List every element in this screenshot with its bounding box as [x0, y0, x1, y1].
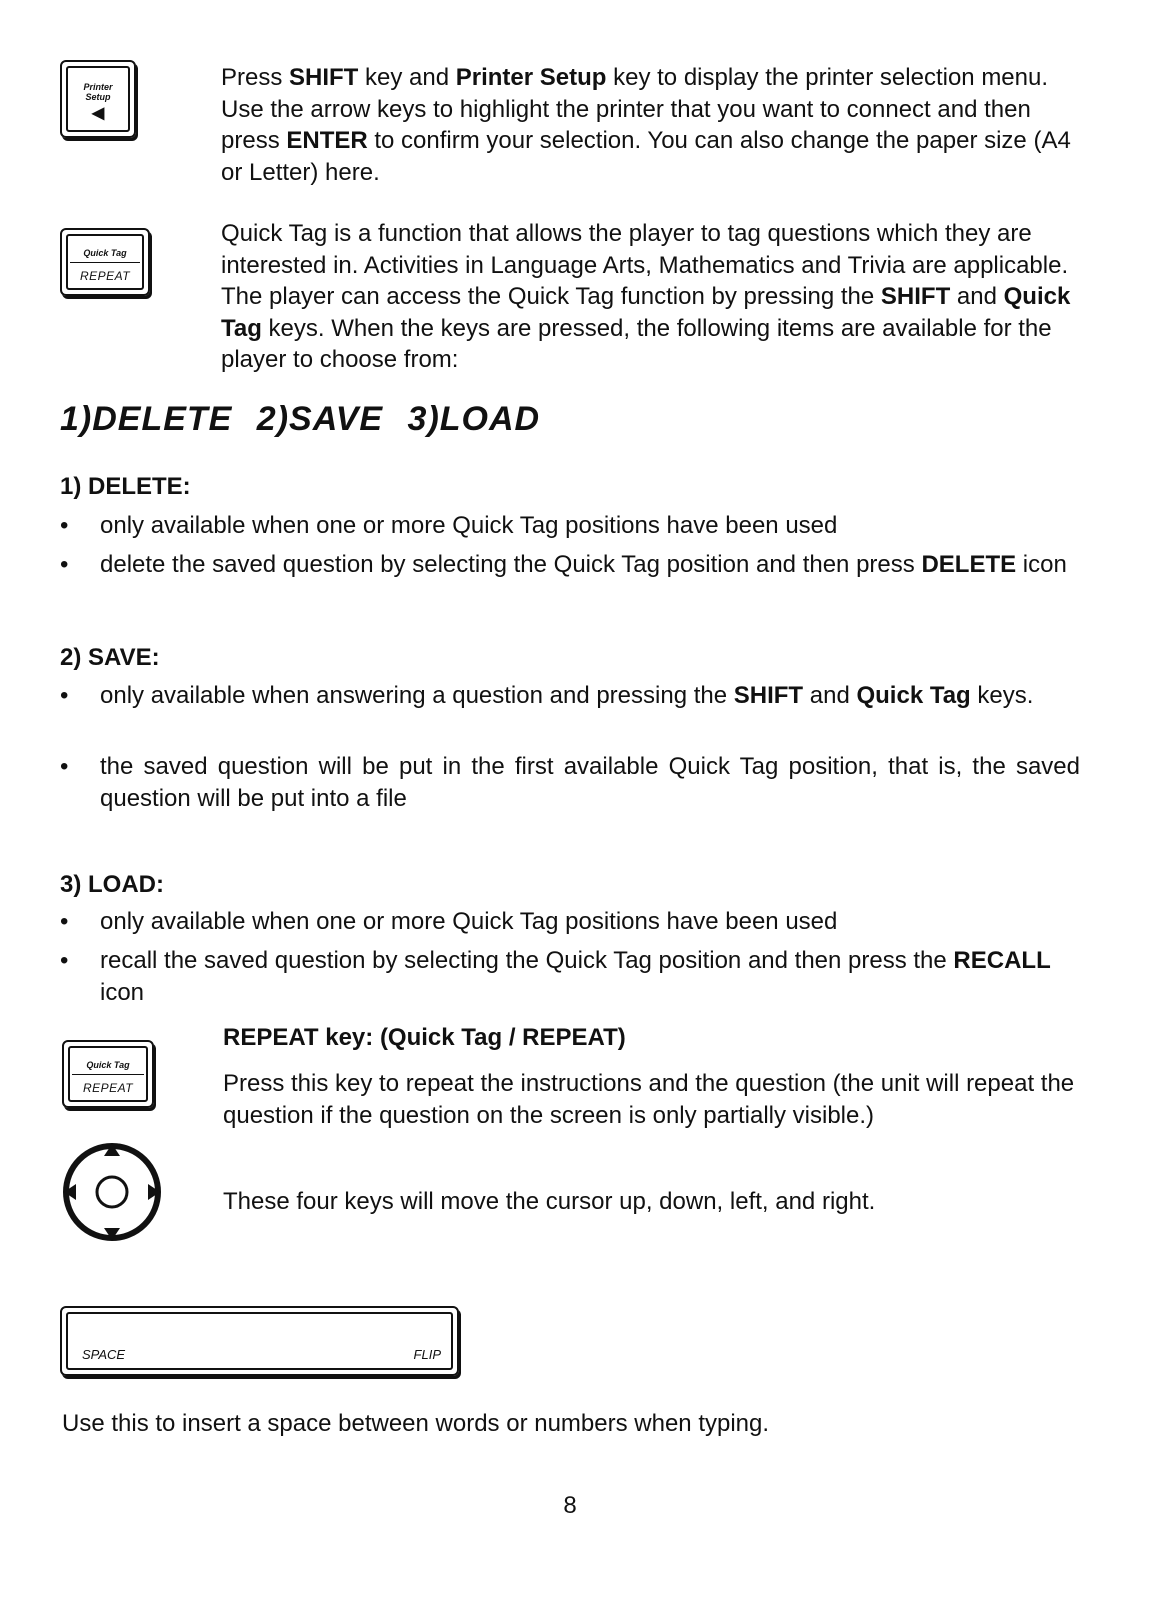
quick-tag-key-label: Quick Tag — [83, 248, 127, 258]
quick-tag-paragraph: Quick Tag is a function that allows the player to tag questions which they are interested in. Activities in Language Arts, Mathematics and Trivia are applicable. The player can access the Quick Tag function by pressing the SHIFT and Quick Tag keys. When the keys are pressed, the following items are available for the player to choose from: — [221, 220, 1071, 373]
space-flip-key-icon — [60, 1306, 459, 1376]
flip-key-label: FLIP — [413, 1347, 441, 1362]
arrow-keys-paragraph: These four keys will move the cursor up, down, left, and right. — [223, 1188, 876, 1215]
printer-setup-key-label: Printer — [83, 82, 113, 92]
list-item: • delete the saved question by selecting the Quick Tag position and then press DELETE icon — [60, 549, 1080, 581]
page-number: 8 — [563, 1492, 577, 1519]
list-item: • only available when one or more Quick Tag positions have been used — [60, 906, 1080, 938]
repeat-key-heading: REPEAT key: (Quick Tag / REPEAT) — [223, 1024, 626, 1051]
bullet: • — [60, 551, 69, 578]
list-item: • only available when one or more Quick Tag positions have been used — [60, 510, 1080, 542]
list-item: • only available when answering a question and pressing the SHIFT and Quick Tag keys. — [60, 680, 1080, 712]
repeat-key-paragraph: Press this key to repeat the instructions and the question (the unit will repeat the question if the question on the screen is only partially visible.) — [223, 1070, 1075, 1129]
printer-setup-key-label-2: Setup — [85, 92, 111, 102]
space-key-paragraph: Use this to insert a space between words or numbers when typing. — [62, 1410, 770, 1437]
quick-tag-repeat-key-icon — [60, 228, 150, 296]
bullet: • — [60, 512, 69, 539]
delete-heading: 1) DELETE: — [60, 473, 191, 500]
repeat-key-label: REPEAT — [79, 269, 131, 283]
load-heading: 3) LOAD: — [60, 871, 164, 898]
printer-setup-paragraph: Press SHIFT key and Printer Setup key to display the printer selection menu. Use the arrow keys to highlight the printer that you want to connect and then press ENTER to confirm your selection. You can also change the paper size (A4 or Letter) here. — [221, 64, 1071, 186]
bullet: • — [60, 947, 69, 974]
bullet: • — [60, 908, 69, 935]
repeat-key-label: REPEAT — [82, 1081, 134, 1095]
bullet: • — [60, 753, 69, 780]
quick-tag-repeat-key-icon — [62, 1040, 154, 1108]
arrow-keys-icon — [60, 1140, 164, 1244]
options-title: 1)DELETE 2)SAVE 3)LOAD — [60, 400, 541, 438]
list-item: • recall the saved question by selecting the Quick Tag position and then press the RECALL icon — [60, 947, 1051, 1006]
quick-tag-key-label: Quick Tag — [86, 1060, 130, 1070]
save-heading: 2) SAVE: — [60, 644, 160, 671]
printer-setup-key-icon — [60, 60, 136, 138]
bullet: • — [60, 682, 69, 709]
list-item: • the saved question will be put in the first available Quick Tag position, that is, the saved question will be put into a file — [60, 753, 1080, 812]
left-arrow-icon: ◀ — [91, 105, 105, 122]
space-key-label: SPACE — [82, 1347, 126, 1362]
